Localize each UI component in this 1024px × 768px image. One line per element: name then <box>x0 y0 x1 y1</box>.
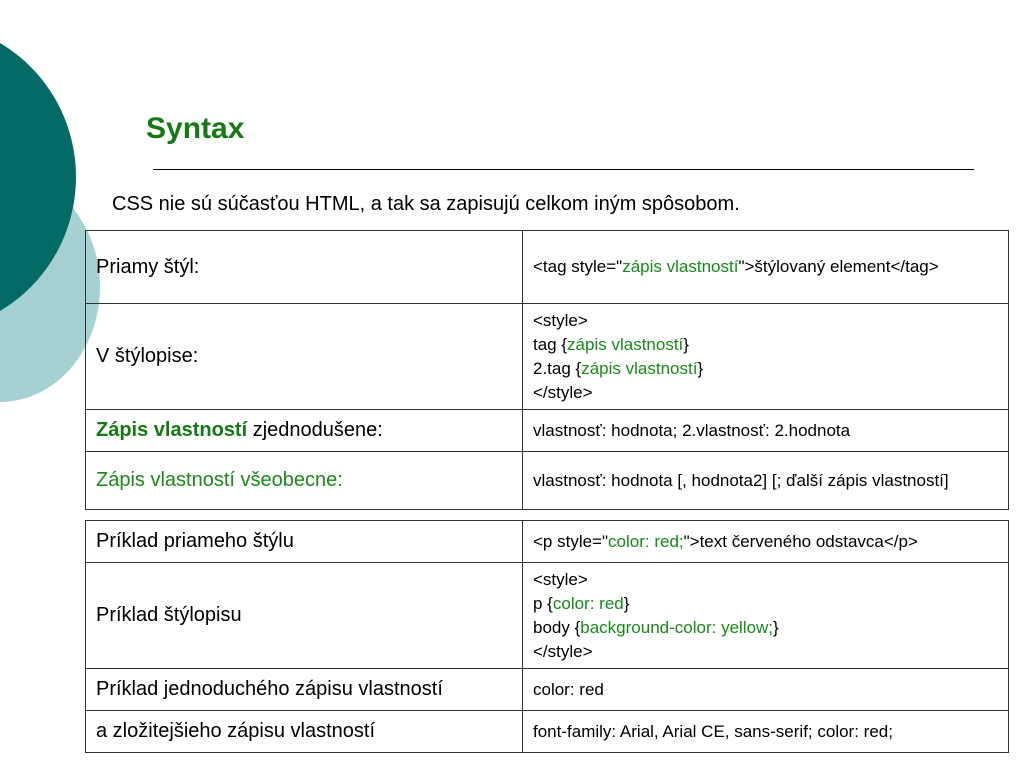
row-label-text: V štýlopise: <box>96 345 199 367</box>
code-line <box>533 616 998 640</box>
code-text: ">text červeného odstavca</p> <box>683 531 918 551</box>
code-line: </style> <box>533 382 593 402</box>
table-row <box>86 521 1009 563</box>
code-highlight: color: red <box>552 593 624 613</box>
row-code <box>523 711 1009 753</box>
table-row <box>86 410 1009 452</box>
code-highlight: color: red; <box>608 531 684 551</box>
code-text: body { <box>533 617 581 637</box>
row-label <box>86 711 523 753</box>
code-text: ">štýlovaný element</tag> <box>738 257 939 276</box>
row-label <box>86 452 523 510</box>
row-code <box>523 410 1009 452</box>
row-code <box>523 231 1009 304</box>
code-text: tag { <box>533 334 568 354</box>
row-label-text: Príklad jednoduchého zápisu vlastností <box>96 678 443 700</box>
row-label-highlight: Zápis vlastností <box>96 419 248 441</box>
table-row <box>86 452 1009 510</box>
row-label-text: Priamy štýl: <box>96 255 200 278</box>
code-text: } <box>697 358 704 378</box>
slide-title: Syntax <box>146 112 245 145</box>
code-line <box>533 357 998 381</box>
row-label <box>86 669 523 711</box>
row-code <box>523 304 1009 410</box>
code-highlight: zápis vlastností <box>622 257 739 276</box>
row-label-text: a zložitejšieho zápisu vlastností <box>96 720 376 742</box>
row-label <box>86 521 523 563</box>
row-label-text: Príklad priameho štýlu <box>96 530 294 552</box>
code-line: </style> <box>533 641 593 661</box>
row-label-text: zjednodušene: <box>247 419 383 441</box>
code-text: p { <box>533 593 553 613</box>
code-text: font-family: Arial, Arial CE, sans-serif; color: red; <box>533 721 893 741</box>
table-row <box>86 304 1009 410</box>
code-text: 2.tag { <box>533 358 582 378</box>
table-row <box>86 669 1009 711</box>
code-line: <style> <box>533 569 588 589</box>
row-label <box>86 231 523 304</box>
code-line <box>533 592 998 616</box>
code-text: } <box>773 617 779 637</box>
table-row <box>86 711 1009 753</box>
code-highlight: zápis vlastností <box>567 334 684 354</box>
code-text: vlastnosť: hodnota; 2.vlastnosť: 2.hodnota <box>533 420 851 440</box>
code-highlight: zápis vlastností <box>581 358 698 378</box>
row-code <box>523 563 1009 669</box>
code-text: color: red <box>533 679 604 699</box>
code-line: <style> <box>533 310 588 330</box>
code-text: vlastnosť: hodnota [, hodnota2] [; ďalší zápis vlastností] <box>533 470 949 490</box>
row-label <box>86 410 523 452</box>
row-label-text: Zápis vlastností všeobecne: <box>96 469 343 491</box>
row-label <box>86 563 523 669</box>
title-divider <box>153 169 974 170</box>
row-label-text: Príklad štýlopisu <box>96 604 242 626</box>
syntax-table <box>85 230 1009 510</box>
code-text: <tag style=" <box>533 257 623 276</box>
code-text: <p style=" <box>533 531 609 551</box>
intro-text: CSS nie sú súčasťou HTML, a tak sa zapisujú celkom iným spôsobom. <box>112 193 740 215</box>
examples-table <box>85 520 1009 753</box>
code-text: } <box>683 334 689 354</box>
row-label <box>86 304 523 410</box>
row-code <box>523 669 1009 711</box>
table-row <box>86 231 1009 304</box>
table-row <box>86 563 1009 669</box>
code-line <box>533 333 998 357</box>
row-code <box>523 521 1009 563</box>
code-highlight: background-color: yellow; <box>580 617 774 637</box>
row-code <box>523 452 1009 510</box>
code-text: } <box>623 593 630 613</box>
